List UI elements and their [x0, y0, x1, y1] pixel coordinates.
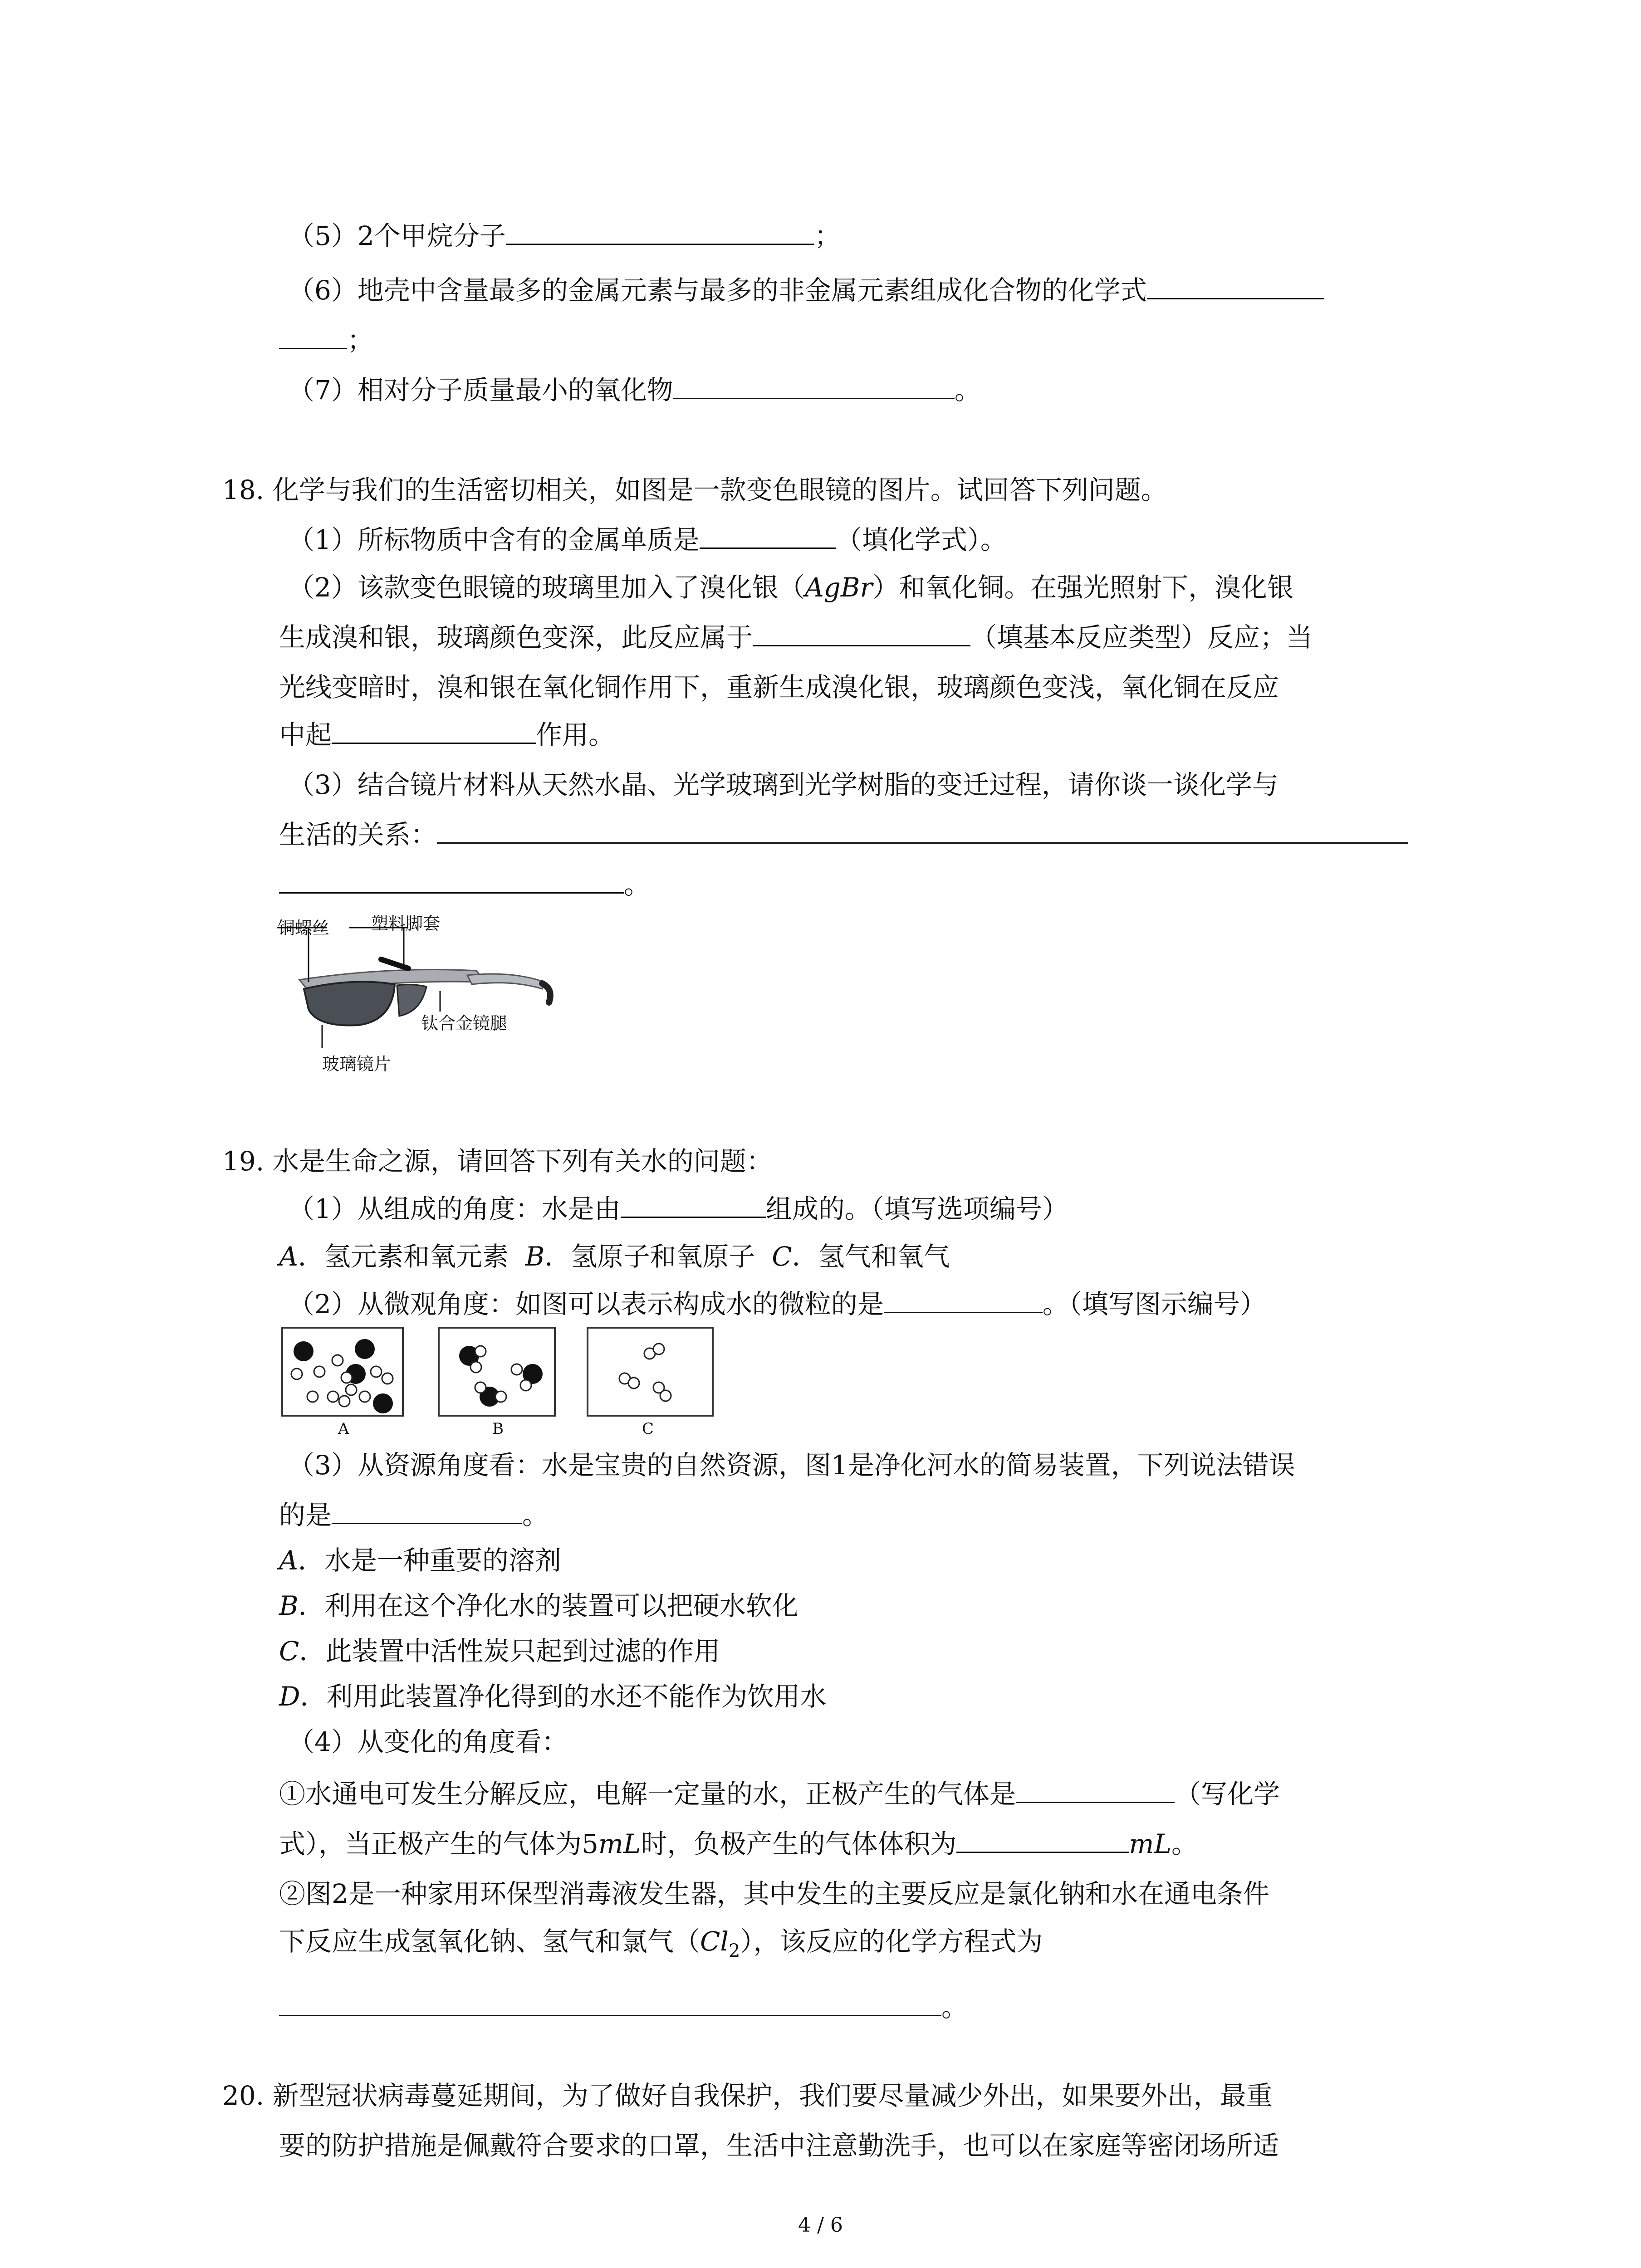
q19-part3-line2: 的是 。	[279, 1497, 549, 1533]
q18-stem: 18. 化学与我们的生活密切相关，如图是一款变色眼镜的图片。试回答下列问题。	[222, 474, 1167, 505]
q19-part3-line1: （3）从资源角度看：水是宝贵的自然资源，图1是净化河水的简易装置，下列说法错误	[288, 1450, 1295, 1481]
answer-blank[interactable]	[700, 522, 836, 549]
water-molecule-icon	[440, 1329, 554, 1415]
q18-part1: （1）所标物质中含有的金属单质是 （填化学式）。	[288, 522, 1007, 558]
q19-part3-option-a: A．水是一种重要的溶剂	[279, 1545, 561, 1576]
diagram-c	[587, 1327, 714, 1417]
q19-part4-item2-line3: 。	[279, 1989, 968, 2025]
q19-part4-item1-line1: ①水通电可发生分解反应，电解一定量的水，正极产生的气体是 （写化学	[279, 1776, 1280, 1812]
diagram-a	[281, 1327, 404, 1417]
answer-blank[interactable]	[279, 867, 624, 894]
q19-part4-item1-line2: 式），当正极产生的气体为5mL时，负极产生的气体体积为 mL。	[279, 1826, 1198, 1862]
q19-part1: （1）从组成的角度：水是由 组成的。（填写选项编号）	[288, 1191, 1068, 1227]
q17-item5: （5）2个甲烷分子 ；	[288, 218, 841, 254]
q18-part2-line2: 生成溴和银，玻璃颜色变深，此反应属于 （填基本反应类型）反应；当	[279, 619, 1313, 655]
label-glass-lens: 玻璃镜片	[322, 1054, 392, 1074]
diagram-c-caption: C	[642, 1420, 654, 1438]
label-titanium-leg: 钛合金镜腿	[421, 1013, 508, 1033]
answer-blank[interactable]	[621, 1191, 766, 1218]
diatomic-molecule-icon	[588, 1329, 712, 1415]
q19-part2: （2）从微观角度：如图可以表示构成水的微粒的是 。（填写图示编号）	[288, 1286, 1266, 1322]
q20-line2: 要的防护措施是佩戴符合要求的口罩，生活中注意勤洗手，也可以在家庭等密闭场所适	[279, 2130, 1279, 2161]
answer-blank[interactable]	[279, 1989, 941, 2016]
q17-item6: （6）地壳中含量最多的金属元素与最多的非金属元素组成化合物的化学式	[288, 272, 1324, 308]
q20-line1: 20. 新型冠状病毒蔓延期间，为了做好自我保护，我们要尽量减少外出，如果要外出，最重	[222, 2080, 1273, 2111]
answer-blank[interactable]	[956, 1826, 1129, 1853]
answer-blank[interactable]	[753, 620, 970, 646]
q18-part2-line1: （2）该款变色眼镜的玻璃里加入了溴化银（AgBr）和氧化铜。在强光照射下，溴化银	[288, 572, 1294, 603]
q18-part3-line2: 生活的关系：	[279, 816, 1408, 853]
q19-stem: 19. 水是生命之源，请回答下列有关水的问题：	[222, 1146, 773, 1177]
q19-part4: （4）从变化的角度看：	[288, 1726, 568, 1757]
answer-blank[interactable]	[279, 323, 347, 349]
q19-part3-option-b: B．利用在这个净化水的装置可以把硬水软化	[279, 1590, 798, 1621]
page-number: 4 / 6	[798, 2214, 843, 2237]
q18-part2-line3: 光线变暗时，溴和银在氧化铜作用下，重新生成溴化银，玻璃颜色变浅，氧化铜在反应	[279, 672, 1279, 703]
q19-part3-option-c: C．此装置中活性炭只起到过滤的作用	[279, 1636, 720, 1667]
answer-blank[interactable]	[332, 717, 536, 744]
diagram-b-caption: B	[492, 1420, 504, 1438]
diagram-a-caption: A	[338, 1420, 349, 1438]
diagram-b	[438, 1327, 556, 1417]
q19-part4-item2-line1: ②图2是一种家用环保型消毒液发生器，其中发生的主要反应是氯化钠和水在通电条件	[279, 1878, 1269, 1909]
q19-part3-option-d: D．利用此装置净化得到的水还不能作为饮用水	[279, 1681, 827, 1712]
answer-blank[interactable]	[673, 372, 955, 399]
answer-blank[interactable]	[1016, 1776, 1175, 1803]
q18-part2-line4: 中起 作用。	[279, 717, 615, 753]
answer-blank[interactable]	[506, 218, 814, 245]
q18-part3-line1: （3）结合镜片材料从天然水晶、光学玻璃到光学树脂的变迁过程，请你谈一谈化学与	[288, 769, 1279, 800]
q19-part4-item2-line2: 下反应生成氢氧化钠、氢气和氯气$(Cl_2)$，该反应的化学方程式为	[279, 1926, 1043, 1961]
q19-part1-options: A．氢元素和氧元素 B．氢原子和氧原子 C．氢气和氧气	[279, 1241, 950, 1272]
q18-part3-line3: 。	[279, 866, 650, 903]
label-copper-screw: 铜螺丝	[278, 918, 330, 938]
label-plastic-tip: 塑料脚套	[371, 914, 441, 934]
q17-item6-cont: ；	[279, 322, 373, 358]
answer-blank[interactable]	[437, 817, 1408, 844]
q17-item7: （7）相对分子质量最小的氧化物 。	[288, 372, 981, 408]
answer-blank[interactable]	[884, 1286, 1043, 1313]
answer-blank[interactable]	[1147, 273, 1324, 299]
answer-blank[interactable]	[332, 1497, 522, 1524]
particle-mixture-icon	[283, 1329, 402, 1415]
